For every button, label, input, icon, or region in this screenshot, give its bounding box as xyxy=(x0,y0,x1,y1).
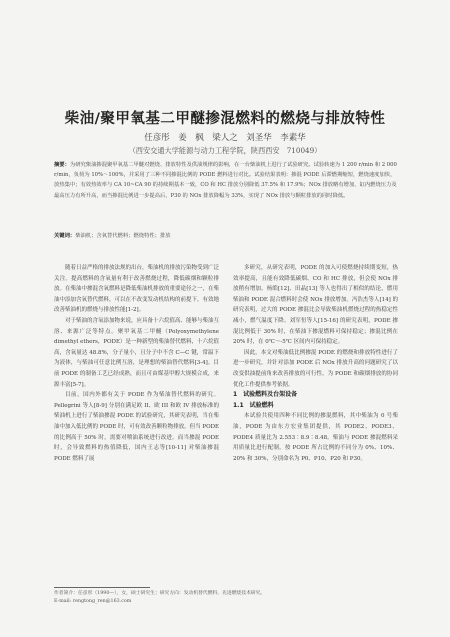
abstract-text: 为研究柴油掺混聚甲氧基二甲醚对燃烧、排放特性及供油规律的影响，在一台柴油机上进行了试验研究。试验转速为 1 200 r/min 和 2 000 r/min，负荷为 10%～100%，并采用了三种不同掺混比例的 PODE 燃料进行对比。试验结果表明：掺混 PODE 后滞燃期缩短，燃烧速度加快，放热集中；有效热效率与 CA 10~CA 90 的持续期基本一致，CO 和 HC 排放分别降低 37.5% 和 17.9%；NOx 排放略有增加，缸内燃烧压力及最高压力有所升高，而当掺混比例进一步提高后，P30 的 NOx 排放降幅为 33%，实现了 NOx 排放与颗粒排放的同时降低。 xyxy=(54,162,397,199)
intro-paragraph-4: 多研究，从研究表明，PODE 的加入可使燃烧持续期变短，热效率提高，且能有效降低碳烟、CO 和 HC 排放，但会使 NOx 排放稍有增加。杨皓[12]、田晶[13] 等人也得出了相似的结论，燃用柴油和 PODE 混合燃料时会使 NOx 排放增加。冯浩杰等人[14] 的研究表明，过大的 PODE 掺混比会导致柴油机燃烧过程的热稳定性减小，燃气温度下降。刘军恒等人[15-16] 的研究表明，PODE 掺混比例低于 30% 时，在柴油下掺混燃料可保持稳定；掺混比例在 20% 时，在 0℃～-5℃ 区间内可保持稳定。 xyxy=(233,265,398,346)
section-paragraph: 本试验共使用四种不同比例的掺混燃料，其中柴油为 0 号柴油，PODE 为由东方宏业集团提供，其 PODE2、PODE3、PODE4 质量比为 2.553∶8.9∶8.48。柴油与 PODE 掺混燃料采用质量比进行配制，按 PODE 所占比例的不同分为 0%、10%、20% 和 30%，分别命名为 P0、P10、P20 和 P30。 xyxy=(233,413,398,462)
footnote xyxy=(54,590,399,606)
keywords xyxy=(54,232,399,241)
right-column xyxy=(233,263,398,464)
author-list: 任彦彤 姜 枫 梁人之 刘圣华 李素华 xyxy=(144,133,306,143)
subsection-heading-1-1: 1.1 试验燃料 xyxy=(233,401,274,409)
abstract xyxy=(54,160,399,201)
keywords-label: 关键词： xyxy=(54,233,76,239)
section-heading-1: 1 试验燃料及台架设备 xyxy=(233,391,298,399)
intro-paragraph-2: 对于柴油的含氧添加物来说，应具备十六烷值高、能够与柴油互溶、来源广泛等特点。聚甲氧基二甲醚（Polyoxymethylene dimethyl ethers，PODE）是一种新型的柴油替代燃料，十六烷值高，含氧量达 48.8%，分子量小，且分子中不含 C—C 键，常温下为液体，与柴油可任意比例互溶，是理想的柴油替代燃料[3-4]。目前 PODE 的制备工艺已经成熟，而且可由煤基甲醇大规模合成，来源丰富[5-7]。 xyxy=(54,317,220,388)
footnote-divider xyxy=(54,587,150,588)
intro-paragraph-1: 随着日益严格的排放法规的出台，柴油机的排放污染物受到广泛关注。提高燃料的含氧量有利于改善燃烧过程，降低碳烟和颗粒排放。在柴油中掺混含氧燃料是降低柴油机排放的重要途径之一，在柴油中添加含氧替代燃料，可以在不改变发动机结构的前提下，有效地改善柴油机的燃烧与排放性能[1-2]。 xyxy=(54,265,220,314)
intro-paragraph-5: 因此，本文对柴油低比例掺混 PODE 的燃烧和排放特性进行了进一步研究，并针对添加 PODE 后 NOx 排放升高的问题研究了以改变供油提前角来改善排放的可行性，为 PODE 和碳烟排放的协同优化工作提供参考依据。 xyxy=(233,349,398,388)
author-bio: 作者简介：任彦彤（1990—），女，硕士研究生；研究方向：发动机替代燃料、先进燃烧技术研究。 xyxy=(54,591,266,596)
left-column xyxy=(54,263,219,464)
affiliation: （西安交通大学能源与动力工程学院，陕西西安 710049） xyxy=(128,146,322,155)
intro-paragraph-3: 目前，国内外都有关于 PODE 作为柴油替代燃料的研究。Pellegrini 等人[8-9] 分别在满足欧 II、欧 III 和欧 IV 排放标准的柴油机上进行了柴油掺混 PODE 的试验研究，其研究表明，当在柴油中加入低比例的 PODE 时，可有效改善颗粒物排放，但当 PODE 的比例高于 50% 时，需要对喷油系统进行改进。而当掺混 PODE 时，会导致燃料的热值降低，国内王志等[10-11] 对柴油掺混 PODE 燃料了展 xyxy=(54,392,220,462)
keywords-text: 柴油机；含氧替代燃料；燃烧特性；排放 xyxy=(75,233,171,239)
author-email: E-mail: rengtong_ren@163.com xyxy=(54,599,132,604)
abstract-label: 摘要： xyxy=(54,162,70,168)
paper-title: 柴油/聚甲氧基二甲醚掺混燃料的燃烧与排放特性 xyxy=(64,111,386,127)
